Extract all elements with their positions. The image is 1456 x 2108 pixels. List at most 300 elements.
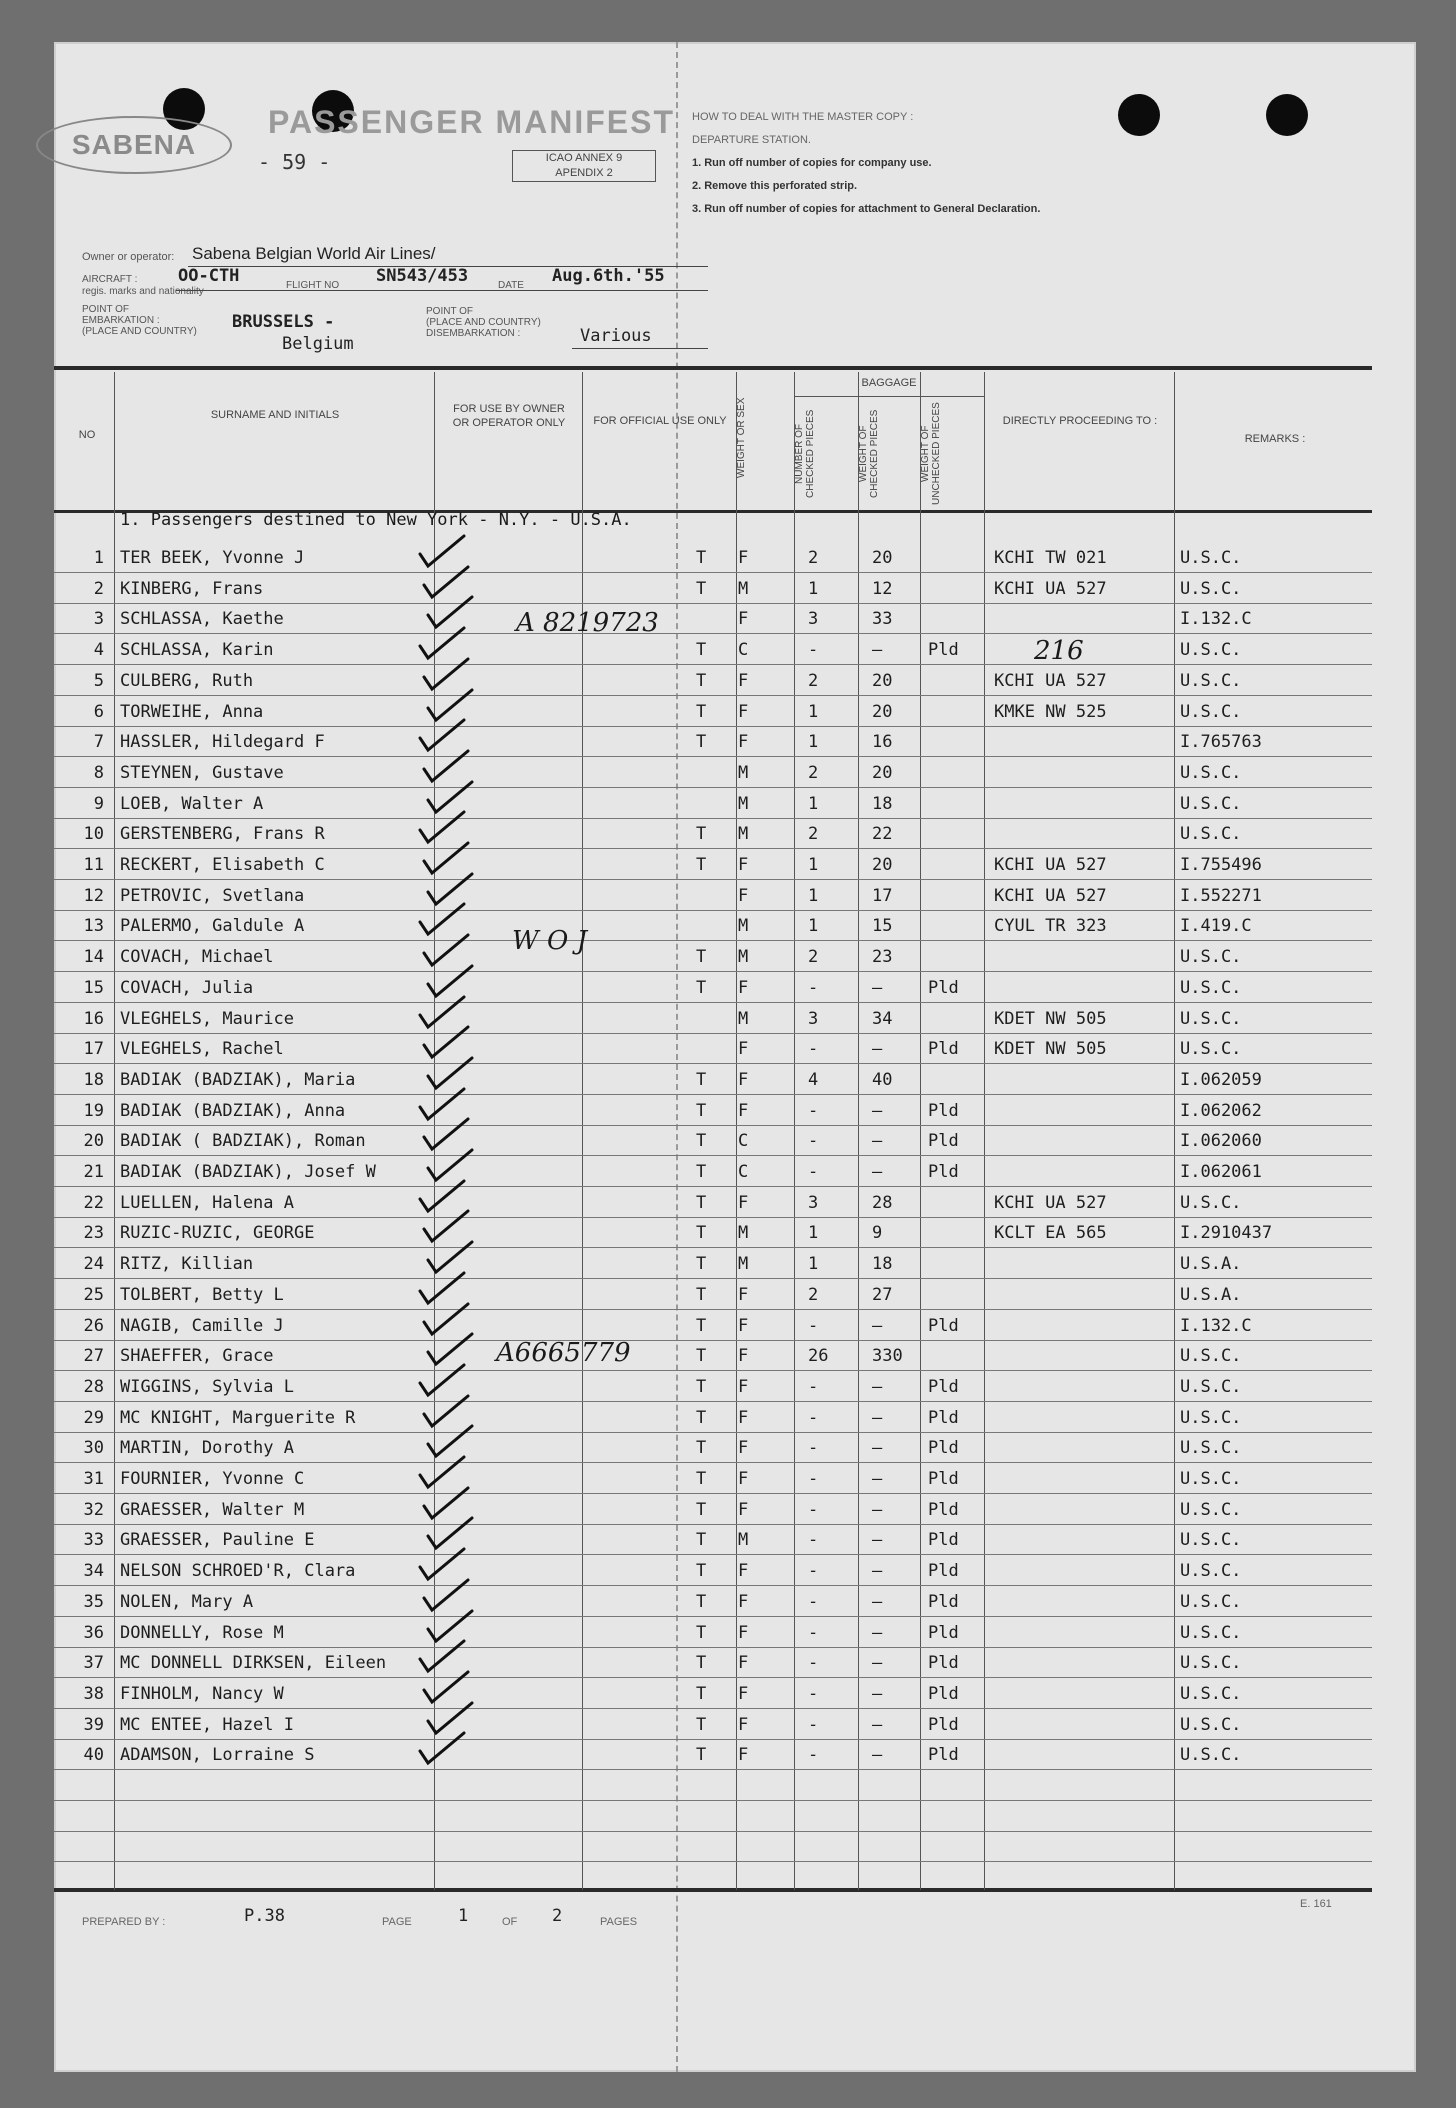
check-mark (428, 1242, 472, 1272)
form-number: E. 161 (1300, 1898, 1332, 1910)
row-number: 25 (83, 1285, 104, 1305)
remarks: U.S.C. (1180, 1438, 1242, 1458)
checked-pieces: - (808, 1101, 819, 1121)
checked-weight: 20 (872, 855, 893, 875)
remarks: I.765763 (1180, 732, 1262, 752)
regis-label: regis. marks and nationality (82, 286, 204, 297)
disembark-label-line: DISEMBARKATION : (426, 328, 521, 339)
col-header-unchecked-weight: WEIGHT OF UNCHECKED PIECES (920, 402, 942, 506)
checked-weight: — (872, 1131, 883, 1151)
check-mark (424, 659, 468, 689)
checked-pieces: 1 (808, 1254, 819, 1274)
checked-weight: — (872, 1653, 883, 1673)
remarks: U.S.C. (1180, 1684, 1242, 1704)
checked-pieces: 1 (808, 732, 819, 752)
checked-pieces: 1 (808, 794, 819, 814)
checked-weight: — (872, 1469, 883, 1489)
check-mark (424, 843, 468, 873)
owner-mark: T (696, 978, 707, 998)
checked-pieces: - (808, 1408, 819, 1428)
passenger-sex: F (738, 855, 749, 875)
unchecked-weight: Pld (928, 1377, 959, 1397)
row-number: 11 (83, 855, 104, 875)
remarks: U.S.C. (1180, 1193, 1242, 1213)
instruction-line: 2. Remove this perforated strip. (692, 180, 858, 192)
proceeding-to: KDET NW 505 (994, 1009, 1107, 1029)
unchecked-weight: Pld (928, 640, 959, 660)
instruction-line: HOW TO DEAL WITH THE MASTER COPY : (692, 111, 914, 123)
passenger-sex: F (738, 1039, 749, 1059)
checked-weight: — (872, 640, 883, 660)
remarks: U.S.C. (1180, 702, 1242, 722)
remarks: I.132.C (1180, 609, 1252, 629)
check-mark (420, 628, 464, 658)
owner-mark: T (696, 1408, 707, 1428)
passenger-sex: C (738, 640, 749, 660)
check-mark (424, 1396, 468, 1426)
unchecked-weight: Pld (928, 1715, 959, 1735)
check-mark (428, 966, 472, 996)
remarks: U.S.C. (1180, 1745, 1242, 1765)
passenger-sex: M (738, 947, 749, 967)
passenger-sex: F (738, 1101, 749, 1121)
remarks: I.755496 (1180, 855, 1262, 875)
check-mark (428, 1611, 472, 1641)
check-mark (420, 1457, 464, 1487)
remarks: U.S.C. (1180, 548, 1242, 568)
passenger-sex: F (738, 1316, 749, 1336)
checked-pieces: - (808, 1623, 819, 1643)
remarks: U.S.A. (1180, 1254, 1242, 1274)
checked-weight: — (872, 1438, 883, 1458)
remarks: U.S.C. (1180, 1623, 1242, 1643)
passenger-name: FOURNIER, Yvonne C (120, 1469, 305, 1489)
checked-pieces: 1 (808, 855, 819, 875)
prepared-by-value: P.38 (244, 1906, 285, 1926)
passenger-name: VLEGHELS, Maurice (120, 1009, 294, 1029)
owner-mark: T (696, 1745, 707, 1765)
row-number: 4 (93, 640, 104, 660)
checked-pieces: 1 (808, 702, 819, 722)
row-number: 38 (83, 1684, 104, 1704)
passenger-sex: F (738, 1653, 749, 1673)
passenger-name: FINHOLM, Nancy W (120, 1684, 284, 1704)
checked-weight: — (872, 1500, 883, 1520)
row-number: 28 (83, 1377, 104, 1397)
check-mark (428, 1426, 472, 1456)
row-number: 26 (83, 1316, 104, 1336)
page-label: PAGE (382, 1916, 412, 1928)
owner-mark: T (696, 1623, 707, 1643)
checked-pieces: - (808, 1592, 819, 1612)
remarks: I.062059 (1180, 1070, 1262, 1090)
checked-weight: — (872, 1316, 883, 1336)
check-mark (424, 1488, 468, 1518)
row-number: 29 (83, 1408, 104, 1428)
passenger-name: GRAESSER, Pauline E (120, 1530, 315, 1550)
passenger-name: NELSON SCHROED'R, Clara (120, 1561, 356, 1581)
col-header-owner-use: FOR USE BY OWNER OR OPERATOR ONLY (452, 403, 566, 429)
unchecked-weight: Pld (928, 1500, 959, 1520)
owner-mark: T (696, 1346, 707, 1366)
unchecked-weight: Pld (928, 1039, 959, 1059)
checked-pieces: - (808, 1684, 819, 1704)
checked-weight: — (872, 1530, 883, 1550)
check-mark (420, 720, 464, 750)
checked-weight: 28 (872, 1193, 893, 1213)
remarks: I.419.C (1180, 916, 1252, 936)
row-number: 30 (83, 1438, 104, 1458)
check-mark (420, 1641, 464, 1671)
row-number: 34 (83, 1561, 104, 1581)
passenger-name: MARTIN, Dorothy A (120, 1438, 294, 1458)
unchecked-weight: Pld (928, 1653, 959, 1673)
remarks: U.S.C. (1180, 1346, 1242, 1366)
section-title: 1. Passengers destined to New York - N.Y. - U.S.A. (120, 510, 632, 530)
row-number: 5 (93, 671, 104, 691)
row-number: 10 (83, 824, 104, 844)
check-mark (420, 536, 464, 566)
row-number: 31 (83, 1469, 104, 1489)
passenger-name: TOLBERT, Betty L (120, 1285, 284, 1305)
instruction-line: 3. Run off number of copies for attachment to General Declaration. (692, 203, 1041, 215)
embark-country: Belgium (282, 334, 354, 354)
passenger-sex: F (738, 1469, 749, 1489)
owner-mark: T (696, 1592, 707, 1612)
col-header-baggage: BAGGAGE (861, 377, 917, 389)
check-mark (428, 690, 472, 720)
unchecked-weight: Pld (928, 1162, 959, 1182)
passenger-sex: F (738, 1408, 749, 1428)
remarks: U.S.C. (1180, 1530, 1242, 1550)
handwritten-note: W O J (512, 926, 587, 956)
checked-pieces: - (808, 1377, 819, 1397)
checked-weight: 18 (872, 794, 893, 814)
checked-pieces: - (808, 1561, 819, 1581)
checked-pieces: 2 (808, 1285, 819, 1305)
remarks: U.S.C. (1180, 1377, 1242, 1397)
remarks: U.S.C. (1180, 947, 1242, 967)
owner-label: Owner or operator: (82, 251, 175, 263)
checked-pieces: 1 (808, 886, 819, 906)
checked-weight: 27 (872, 1285, 893, 1305)
remarks: U.S.C. (1180, 1561, 1242, 1581)
check-mark (424, 1580, 468, 1610)
prepared-by-label: PREPARED BY : (82, 1916, 166, 1928)
row-number: 18 (83, 1070, 104, 1090)
checked-weight: — (872, 1561, 883, 1581)
check-mark (424, 567, 468, 597)
row-number: 3 (93, 609, 104, 629)
passenger-sex: F (738, 1561, 749, 1581)
unchecked-weight: Pld (928, 1101, 959, 1121)
passenger-name: LUELLEN, Halena A (120, 1193, 294, 1213)
row-number: 35 (83, 1592, 104, 1612)
owner-value: Sabena Belgian World Air Lines/ (192, 244, 436, 263)
checked-pieces: - (808, 1039, 819, 1059)
handwritten-note: 216 (1034, 636, 1084, 666)
checked-pieces: - (808, 1316, 819, 1336)
checked-pieces: 1 (808, 1223, 819, 1243)
remarks: U.S.C. (1180, 1408, 1242, 1428)
checked-weight: — (872, 1101, 883, 1121)
embark-label-line: (PLACE AND COUNTRY) (82, 326, 197, 337)
owner-mark: T (696, 640, 707, 660)
passenger-sex: F (738, 1745, 749, 1765)
embark-label-line: POINT OF (82, 304, 130, 315)
owner-mark: T (696, 1500, 707, 1520)
checked-pieces: 2 (808, 824, 819, 844)
passenger-sex: F (738, 1684, 749, 1704)
row-number: 21 (83, 1162, 104, 1182)
checked-weight: — (872, 1623, 883, 1643)
passenger-name: HASSLER, Hildegard F (120, 732, 325, 752)
passenger-name: MC DONNELL DIRKSEN, Eileen (120, 1653, 387, 1673)
row-number: 12 (83, 886, 104, 906)
checked-pieces: - (808, 1438, 819, 1458)
owner-mark: T (696, 947, 707, 967)
row-number: 27 (83, 1346, 104, 1366)
col-header-checked-weight: WEIGHT OF CHECKED PIECES (858, 409, 880, 499)
unchecked-weight: Pld (928, 1561, 959, 1581)
logo-text: SABENA (71, 129, 197, 160)
check-mark (428, 597, 472, 627)
passenger-sex: F (738, 671, 749, 691)
row-number: 7 (93, 732, 104, 752)
owner-mark: T (696, 579, 707, 599)
owner-mark: T (696, 1131, 707, 1151)
remarks: U.S.C. (1180, 1592, 1242, 1612)
check-mark (428, 1703, 472, 1733)
owner-mark: T (696, 1316, 707, 1336)
checked-weight: — (872, 1592, 883, 1612)
checked-weight: 16 (872, 732, 893, 752)
row-number: 19 (83, 1101, 104, 1121)
check-mark (420, 812, 464, 842)
passenger-name: PETROVIC, Svetlana (120, 886, 305, 906)
owner-mark: T (696, 824, 707, 844)
check-mark (424, 935, 468, 965)
passenger-name: CULBERG, Ruth (120, 671, 254, 691)
checked-weight: 33 (872, 609, 893, 629)
passenger-sex: F (738, 1500, 749, 1520)
col-header-official-use: FOR OFFICIAL USE ONLY (593, 415, 727, 427)
passenger-name: TORWEIHE, Anna (120, 702, 264, 722)
remarks: U.S.C. (1180, 640, 1242, 660)
checked-weight: 40 (872, 1070, 893, 1090)
check-mark (424, 1119, 468, 1149)
passenger-name: GRAESSER, Walter M (120, 1500, 305, 1520)
passenger-sex: M (738, 1223, 749, 1243)
row-number: 1 (93, 548, 104, 568)
col-header-surname: SURNAME AND INITIALS (210, 409, 340, 421)
remarks: U.S.C. (1180, 978, 1242, 998)
checked-pieces: - (808, 1469, 819, 1489)
disembark-label-line: (PLACE AND COUNTRY) (426, 317, 541, 328)
pages-value: 2 (552, 1906, 563, 1926)
proceeding-to: KCHI UA 527 (994, 886, 1107, 906)
passenger-sex: F (738, 1346, 749, 1366)
owner-mark: T (696, 1285, 707, 1305)
passenger-name: TER BEEK, Yvonne J (120, 548, 305, 568)
unchecked-weight: Pld (928, 1745, 959, 1765)
owner-mark: T (696, 1377, 707, 1397)
checked-weight: 9 (872, 1223, 883, 1243)
embark-label-line: EMBARKATION : (82, 315, 160, 326)
owner-mark: T (696, 1653, 707, 1673)
owner-mark: T (696, 702, 707, 722)
page-value: 1 (458, 1906, 469, 1926)
passenger-sex: F (738, 886, 749, 906)
unchecked-weight: Pld (928, 1684, 959, 1704)
checked-pieces: - (808, 1745, 819, 1765)
passenger-name: MC KNIGHT, Marguerite R (120, 1408, 356, 1428)
icao-line-1: ICAO ANNEX 9 (545, 152, 623, 164)
owner-mark: T (696, 1070, 707, 1090)
row-number: 14 (83, 947, 104, 967)
passenger-name: STEYNEN, Gustave (120, 763, 284, 783)
passenger-sex: M (738, 794, 749, 814)
passenger-sex: M (738, 1530, 749, 1550)
unchecked-weight: Pld (928, 1438, 959, 1458)
checked-pieces: 26 (808, 1346, 829, 1366)
checked-pieces: - (808, 978, 819, 998)
row-number: 39 (83, 1715, 104, 1735)
row-number: 6 (93, 702, 104, 722)
handwritten-note: A6665779 (496, 1338, 631, 1368)
unchecked-weight: Pld (928, 1469, 959, 1489)
proceeding-to: KCHI UA 527 (994, 671, 1107, 691)
checked-weight: 20 (872, 763, 893, 783)
unchecked-weight: Pld (928, 1131, 959, 1151)
checked-pieces: - (808, 1131, 819, 1151)
owner-mark: T (696, 1715, 707, 1735)
row-number: 2 (93, 579, 104, 599)
remarks: U.S.C. (1180, 1653, 1242, 1673)
passenger-name: RITZ, Killian (120, 1254, 254, 1274)
passenger-name: RUZIC-RUZIC, GEORGE (120, 1223, 315, 1243)
checked-pieces: 3 (808, 609, 819, 629)
check-mark (428, 874, 472, 904)
passenger-sex: F (738, 1377, 749, 1397)
disembark-label-line: POINT OF (426, 306, 474, 317)
page-marker-value: 59 (282, 150, 307, 174)
date-label: DATE (498, 280, 524, 291)
checked-weight: 20 (872, 548, 893, 568)
remarks: I.2910437 (1180, 1223, 1273, 1243)
passenger-name: COVACH, Julia (120, 978, 254, 998)
check-mark (428, 1334, 472, 1364)
passenger-name: WIGGINS, Sylvia L (120, 1377, 294, 1397)
checked-weight: — (872, 1715, 883, 1735)
passenger-name: MC ENTEE, Hazel I (120, 1715, 294, 1735)
passenger-sex: F (738, 978, 749, 998)
owner-mark: T (696, 1438, 707, 1458)
passenger-name: NOLEN, Mary A (120, 1592, 254, 1612)
checked-pieces: - (808, 1653, 819, 1673)
checked-pieces: 4 (808, 1070, 819, 1090)
date-value: Aug.6th.'55 (552, 266, 665, 286)
passenger-sex: F (738, 732, 749, 752)
manifest-title: PASSENGER MANIFEST (268, 104, 675, 140)
checked-weight: — (872, 1408, 883, 1428)
row-number: 9 (93, 794, 104, 814)
passenger-sex: F (738, 702, 749, 722)
remarks: U.S.C. (1180, 1039, 1242, 1059)
check-mark (420, 1273, 464, 1303)
unchecked-weight: Pld (928, 1623, 959, 1643)
passenger-name: RECKERT, Elisabeth C (120, 855, 325, 875)
checked-pieces: 1 (808, 579, 819, 599)
passenger-sex: C (738, 1131, 749, 1151)
unchecked-weight: Pld (928, 1316, 959, 1336)
instruction-line: 1. Run off number of copies for company use. (692, 157, 932, 169)
col-header-checked-pieces: NUMBER OF CHECKED PIECES (794, 409, 816, 499)
check-mark (420, 1181, 464, 1211)
check-mark (424, 1027, 468, 1057)
passenger-sex: M (738, 1254, 749, 1274)
remarks: I.062061 (1180, 1162, 1262, 1182)
check-mark (428, 1518, 472, 1548)
checked-weight: — (872, 1039, 883, 1059)
col-header-weight-or-sex: WEIGHT OR SEX (736, 397, 747, 479)
instruction-line: DEPARTURE STATION. (692, 134, 811, 146)
owner-mark: T (696, 548, 707, 568)
checked-weight: 330 (872, 1346, 903, 1366)
passenger-name: SHAEFFER, Grace (120, 1346, 274, 1366)
check-mark (420, 1549, 464, 1579)
remarks: U.S.C. (1180, 763, 1242, 783)
checked-weight: 12 (872, 579, 893, 599)
col-header-remarks: REMARKS : (1244, 433, 1306, 445)
proceeding-to: KCHI UA 527 (994, 855, 1107, 875)
owner-mark: T (696, 671, 707, 691)
owner-mark: T (696, 1254, 707, 1274)
of-label: OF (502, 1916, 518, 1928)
checked-pieces: - (808, 1500, 819, 1520)
checked-pieces: 1 (808, 916, 819, 936)
passenger-name: GERSTENBERG, Frans R (120, 824, 325, 844)
passenger-sex: M (738, 579, 749, 599)
checked-weight: — (872, 1377, 883, 1397)
passenger-sex: F (738, 1623, 749, 1643)
check-mark (424, 751, 468, 781)
remarks: U.S.C. (1180, 794, 1242, 814)
proceeding-to: CYUL TR 323 (994, 916, 1107, 936)
col-header-no: NO (78, 429, 96, 441)
flight-label: FLIGHT NO (286, 280, 340, 291)
owner-mark: T (696, 1193, 707, 1213)
check-mark (424, 1211, 468, 1241)
passenger-sex: M (738, 763, 749, 783)
passenger-name: BADIAK (BADZIAK), Maria (120, 1070, 356, 1090)
owner-mark: T (696, 1101, 707, 1121)
row-number: 36 (83, 1623, 104, 1643)
checked-pieces: 2 (808, 763, 819, 783)
row-number: 8 (93, 763, 104, 783)
checked-weight: 15 (872, 916, 893, 936)
passenger-sex: M (738, 916, 749, 936)
checked-pieces: - (808, 1530, 819, 1550)
remarks: U.S.C. (1180, 1009, 1242, 1029)
passenger-sex: F (738, 548, 749, 568)
passenger-name: BADIAK (BADZIAK), Anna (120, 1101, 346, 1121)
check-mark (428, 782, 472, 812)
row-number: 22 (83, 1193, 104, 1213)
check-mark (424, 1304, 468, 1334)
checked-pieces: - (808, 1162, 819, 1182)
owner-mark: T (696, 1530, 707, 1550)
